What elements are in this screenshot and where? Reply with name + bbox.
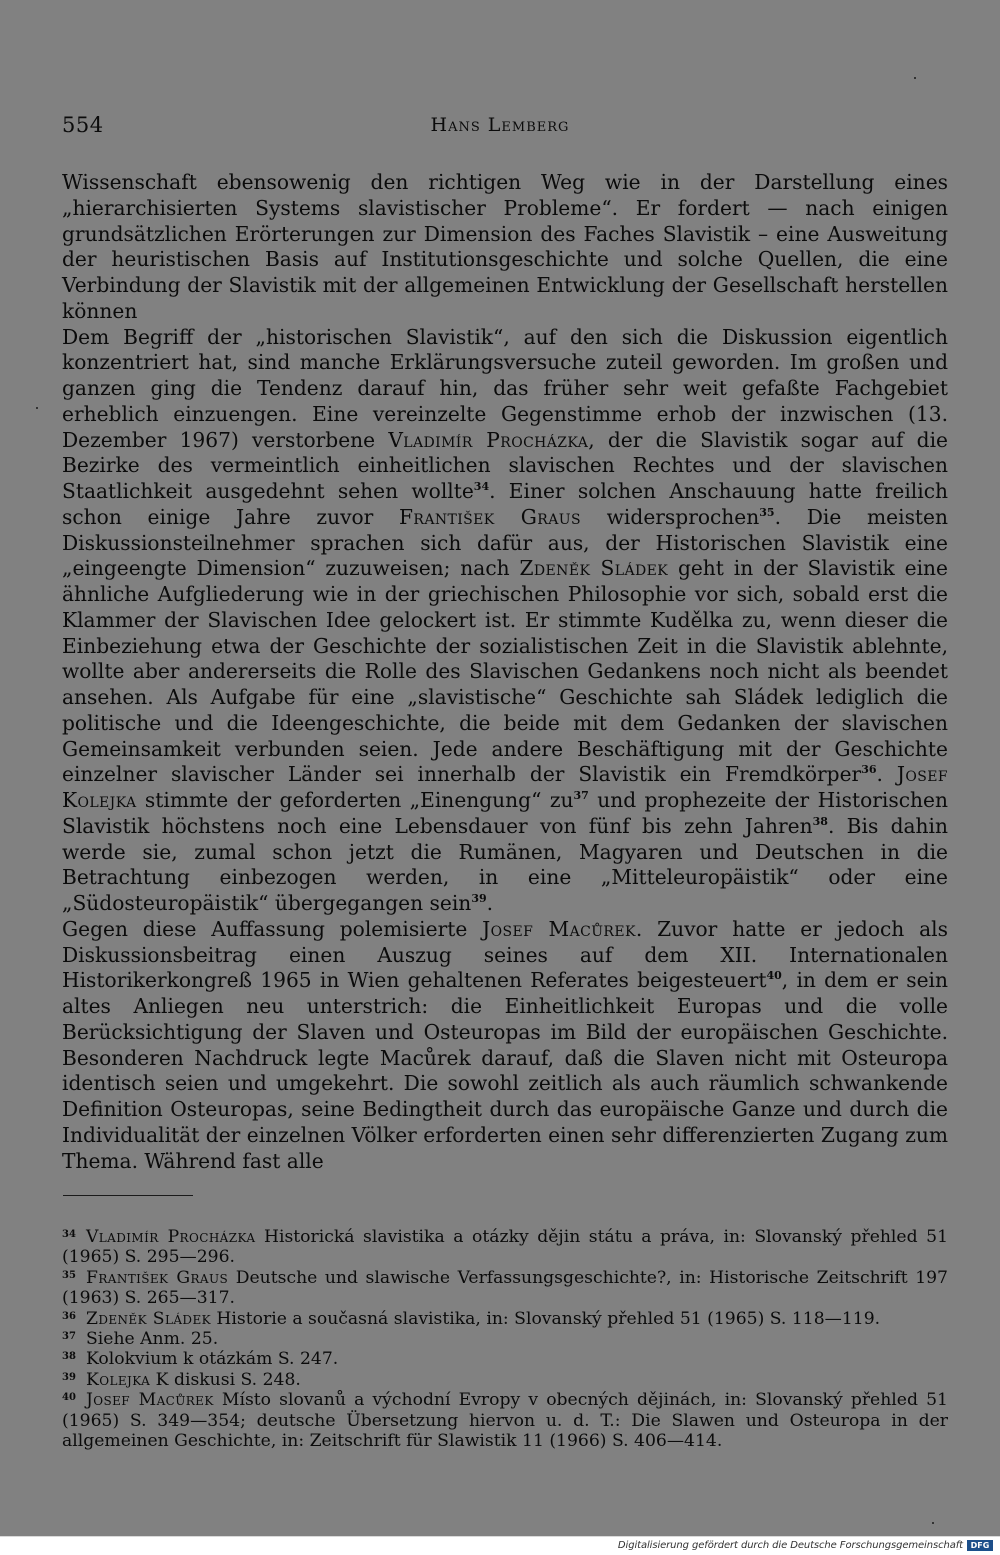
footnote-text: Místo slovanů a východní Evropy v obecných dějinách, in: Slovanský přehled 51 (1965) S. 349—354; deutsche Übersetzung hiervon u. d. T.: Die Slawen und Osteuropa in der allgemeinen Geschichte, in: Zeitschrift für Slawistik 11 (1966) S. 406—414. [62, 1390, 948, 1452]
text-run: und prophezeite der Historischen Slavistik höchstens noch eine Lebensdauer von fünf bis zehn Jahren [62, 788, 948, 838]
footnote-ref[interactable]: 36 [861, 763, 877, 777]
text-run: widersprochen [580, 504, 760, 529]
footnotes [62, 1227, 948, 1451]
text-run: . [876, 762, 897, 787]
footer-credit: Digitalisierung gefördert durch die Deutsche Forschungsgemeinschaft [617, 1540, 963, 1551]
text-run: . Einer solchen Anschauung hatte freilich schon einige Jahre zuvor [62, 479, 949, 529]
text-run: . Die meisten Diskussionsteilnehmer sprachen sich dafür aus, der Historischen Slavistik eine „eingeengte Dimension“ zuzuweisen; nach [62, 504, 948, 581]
footnote-author: Kolejka [86, 1369, 151, 1390]
footnote: 37 Siehe Anm. 25. [62, 1329, 219, 1350]
scan-speck [914, 77, 916, 79]
footnote: 34 Vladimír Procházka Historická slavistika a otázky dějin státu a práva, in: Slovanský přehled 51 (1965) S. 295—296. [62, 1227, 948, 1268]
paragraph [62, 170, 948, 325]
footnote-ref[interactable]: 37 [573, 789, 589, 802]
person-name: Josef Macůrek [482, 916, 636, 941]
footnote: 38 Kolokvium k otázkám S. 247. [62, 1349, 339, 1370]
footnote-author: Josef Macůrek [86, 1390, 214, 1411]
footnote-text: Historie a současná slavistika, in: Slovanský přehled 51 (1965) S. 118—119. [210, 1308, 881, 1329]
footnote: 35 František Graus Deutsche und slawische Verfassungsgeschichte?, in: Historische Zeitschrift 197 (1963) S. 265—317. [62, 1267, 948, 1309]
footnote: 39 Kolejka K diskusi S. 248. [62, 1369, 301, 1390]
running-header-author: Hans Lemberg [430, 114, 570, 136]
text-run: . [486, 891, 494, 915]
footnote-text: K diskusi S. 248. [150, 1369, 301, 1390]
footnote: 40 Josef Macůrek Místo slovanů a východní Evropy v obecných dějinách, in: Slovanský přehled 51 (1965) S. 349—354; deutsche Übersetzung hiervon u. d. T.: Die Slawen und Osteuropa in der allgemeinen Geschichte, in: Zeitschrift für Slawistik 11 (1966) S. 406—414. [62, 1390, 948, 1452]
footnote-text: Deutsche und slawische Verfassungsgeschichte?, in: Historische Zeitschrift 197 (1963) S. 265—317. [62, 1267, 948, 1309]
text-run: . Zuvor hatte er jedoch als Diskussionsbeitrag einen Auszug seines auf dem XII. Internationalen Historikerkongreß 1965 in Wien gehaltenen Referates beigesteuert [62, 916, 948, 993]
person-name: Zdeněk Sládek [519, 556, 669, 581]
text-run: stimmte der geforderten „Einengung“ zu [136, 788, 574, 812]
dfg-logo-icon: DFG [967, 1540, 993, 1551]
paragraph [62, 325, 948, 917]
text-run: Wissenschaft ebensowenig den richtigen Weg wie in der Darstellung eines „hierarchisierten Systems slavistischer Probleme“. Er fordert — nach einigen grundsätzlichen Erörterungen zur Dimension des Faches Slavistik – eine Ausweitung der heuristischen Basis auf Institutionsgeschichte und solche Quellen, die eine Verbindung der Slavistik mit der allgemeinen Entwicklung der Gesellschaft herstellen können [62, 170, 948, 323]
text-run: geht in der Slavistik eine ähnliche Aufgliederung wie in der griechischen Philosophie vor sich, sobald erst die Klammer der Slavischen Idee gelockert ist. Er stimmte Kudělka zu, wenn dieser die Einbeziehung etwa der Geschichte der sozialistischen Zeit in die Slavistik ablehnte, wollte aber andererseits die Rolle des Slavischen Gedankens noch nicht als beendet ansehen. Als Aufgabe für eine „slavistische“ Geschichte sah Sládek lediglich die politische und die Ideengeschichte, die beide mit dem Gedanken der slavischen Gemeinsamkeit verbunden seien. Jede andere Beschäftigung mit der Geschichte einzelner slavischer Länder sei innerhalb der Slavistik ein Fremdkörper [62, 556, 948, 787]
footnote-separator [63, 1195, 193, 1196]
footnote-ref[interactable]: 34 [473, 480, 490, 493]
text-run: , der die Slavistik sogar auf die Bezirke des vermeintlich einheitlichen slavischen Rechtes und der slavischen Staatlichkeit ausgedehnt sehen wollte [62, 427, 948, 503]
footnote-ref[interactable]: 35 [759, 505, 775, 519]
scan-speck [36, 407, 38, 409]
footnote-author: František Graus [86, 1267, 229, 1288]
text-run: . Bis dahin werde sie, zumal schon jetzt die Rumänen, Magyaren und Deutschen in die Betrachtung einbezogen werden, in eine „Mitteleuropäistik“ oder eine „Südosteuropäistik“ übergegangen sein [62, 813, 949, 915]
text-run: , in dem er sein altes Anliegen neu unterstrich: die Einheitlichkeit Europas und die volle Berücksichtigung der Slaven und Osteuropas im Bild der europäischen Geschichte. Besonderen Nachdruck legte Macůrek darauf, daß die Slaven nicht mit Osteuropa identisch seien und umgekehrt. Die sowohl zeitlich als auch räumlich schwankende Definition Osteuropas, seine Bedingtheit durch das europäische Ganze und durch die Individualität der einzelnen Völker erforderten einen sehr differenzierten Zugang zum Thema. Während fast alle [62, 968, 948, 1173]
footnote-text: Siehe Anm. 25. [86, 1329, 219, 1350]
text-run: Dem Begriff der „historischen Slavistik“, auf den sich die Diskussion eigentlich konzentriert hat, sind manche Erklärungsversuche zuteil geworden. Im großen und ganzen ging die Tendenz darauf hin, das früher sehr weit gefaßte Fachgebiet erheblich einzuengen. Eine vereinzelte Gegenstimme erhob der inzwischen (13. Dezember 1967) verstorbene [62, 324, 948, 452]
person-name: Josef Kolejka [62, 762, 948, 812]
footnote-author: Zdeněk Sládek [86, 1308, 211, 1329]
footnote-ref[interactable]: 39 [471, 892, 487, 905]
footnote-text: Kolokvium k otázkám S. 247. [86, 1349, 339, 1370]
footnote: 36 Zdeněk Sládek Historie a současná slavistika, in: Slovanský přehled 51 (1965) S. 118—119. [62, 1308, 881, 1329]
main-text [62, 170, 948, 1174]
footnote-text: Historická slavistika a otázky dějin státu a práva, in: Slovanský přehled 51 (1965) S. 295—296. [62, 1227, 948, 1268]
person-name: Vladimír Procházka [388, 427, 589, 452]
footnote-author: Vladimír Procházka [86, 1227, 256, 1247]
text-run: Gegen diese Auffassung polemisierte [62, 916, 483, 941]
paragraph [62, 917, 948, 1175]
digitization-footer [0, 1536, 1000, 1555]
scan-speck [932, 1522, 934, 1524]
person-name: František Graus [399, 504, 581, 529]
footnote-ref[interactable]: 38 [812, 814, 828, 828]
footnote-ref[interactable]: 40 [766, 969, 782, 983]
page-number: 554 [62, 113, 104, 137]
